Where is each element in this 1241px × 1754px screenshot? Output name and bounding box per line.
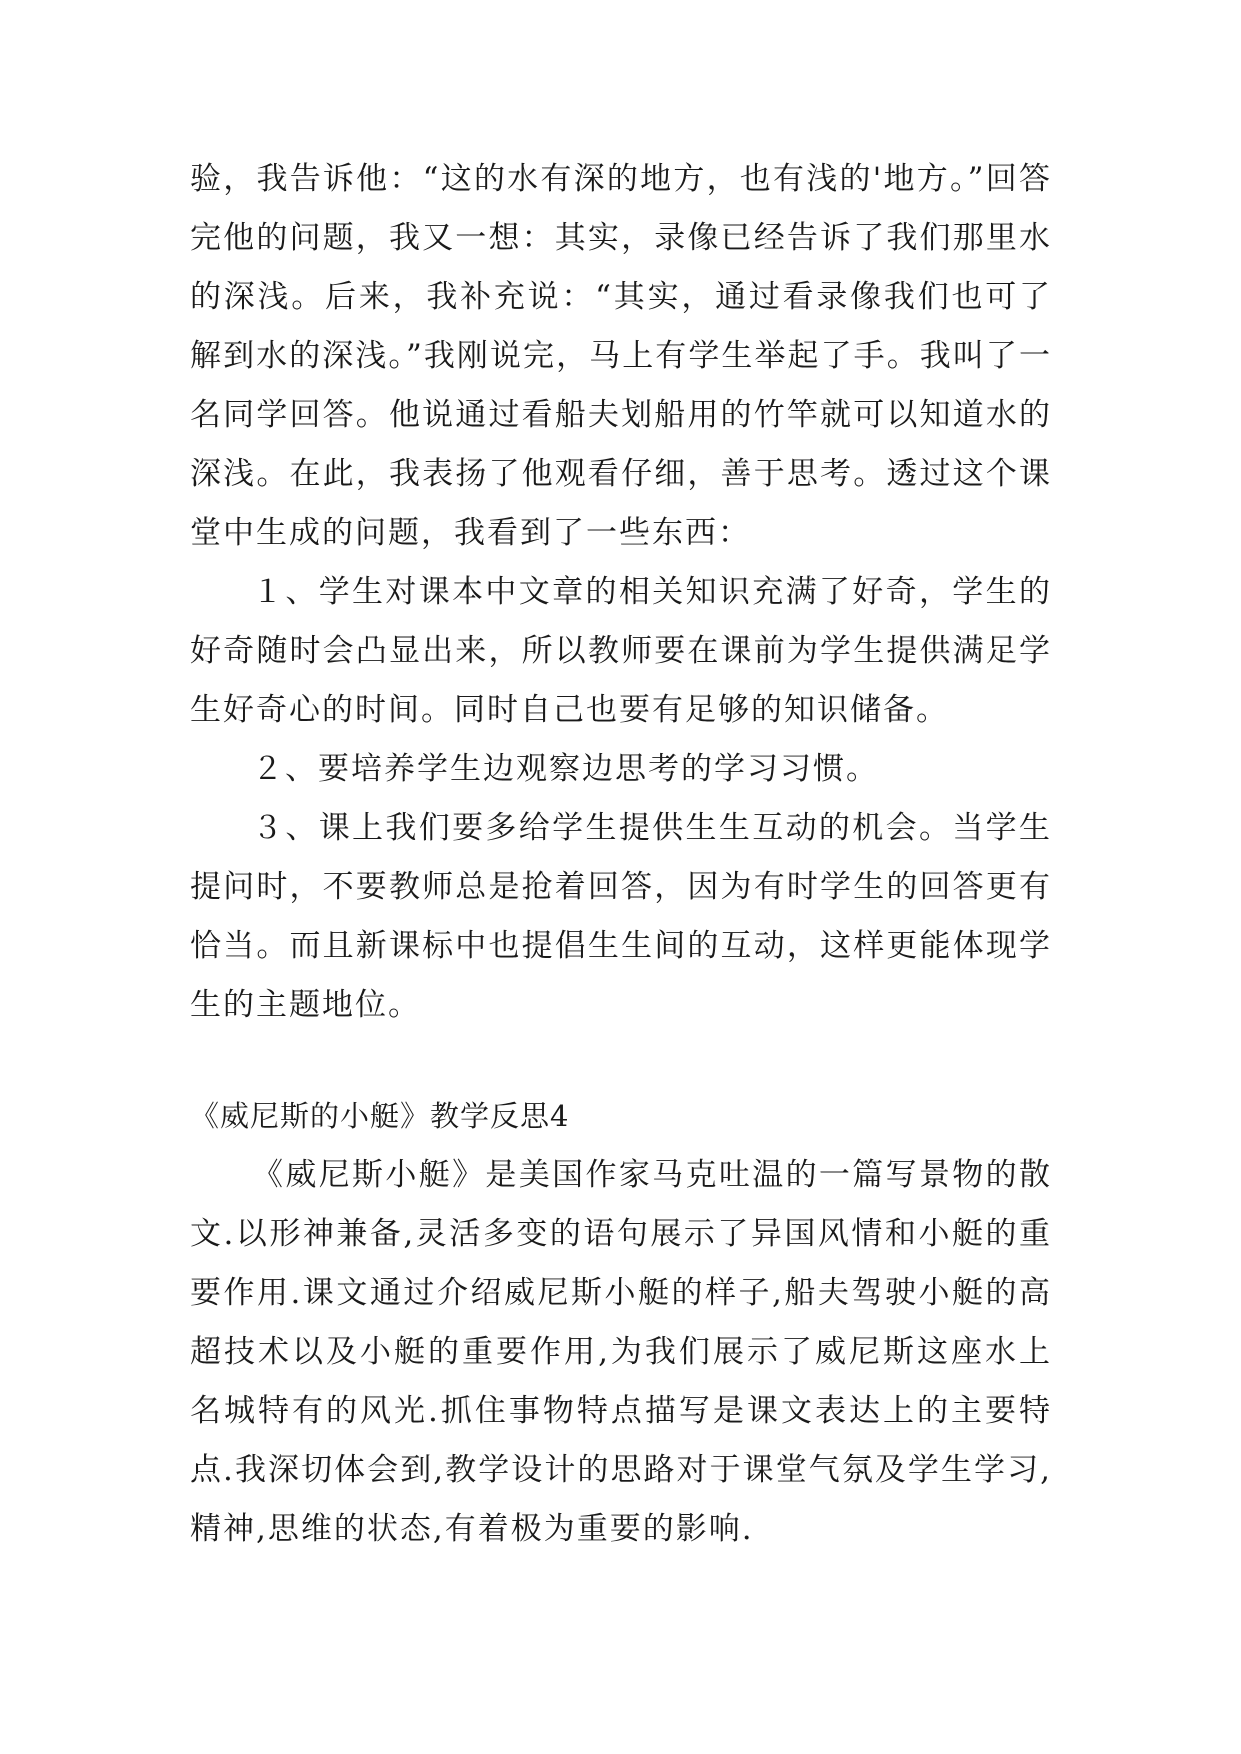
paragraph-body: 《威尼斯小艇》是美国作家马克吐温的一篇写景物的散文.以形神兼备,灵活多变的语句展示了异国风情和小艇的重要作用.课文通过介绍威尼斯小艇的样子,船夫驾驶小艇的高超技术以及小艇的重要作用,为我们展示了威尼斯这座水上名城特有的风光.抓住事物特点描写是课文表达上的主要特点.我深切体会到,教学设计的思路对于课堂气氛及学生学习,精神,思维的状态,有着极为重要的影响. <box>190 1157 1052 1547</box>
document-body <box>190 150 1052 1559</box>
list-item-3: ３、课上我们要多给学生提供生生互动的机会。当学生提问时，不要教师总是抢着回答，因为有时学生的回答更有恰当。而且新课标中也提倡生生间的互动，这样更能体现学生的主题地位。 <box>190 810 1052 1023</box>
list-item-1: １、学生对课本中文章的相关知识充满了好奇，学生的好奇随时会凸显出来，所以教师要在课前为学生提供满足学生好奇心的时间。同时自己也要有足够的知识储备。 <box>190 574 1052 728</box>
paragraph-continuation: 验，我告诉他：“这的水有深的地方，也有浅的'地方。”回答完他的问题，我又一想：其实，录像已经告诉了我们那里水的深浅。后来，我补充说：“其实，通过看录像我们也可了解到水的深浅。”我刚说完，马上有学生举起了手。我叫了一名同学回答。他说通过看船夫划船用的竹竿就可以知道水的深浅。在此，我表扬了他观看仔细，善于思考。透过这个课堂中生成的问题，我看到了一些东西： <box>190 161 1052 551</box>
list-item-2: ２、要培养学生边观察边思考的学习习惯。 <box>252 751 879 787</box>
section-gap <box>190 1035 1052 1087</box>
section-title: 《威尼斯的小艇》教学反思4 <box>190 1099 570 1133</box>
